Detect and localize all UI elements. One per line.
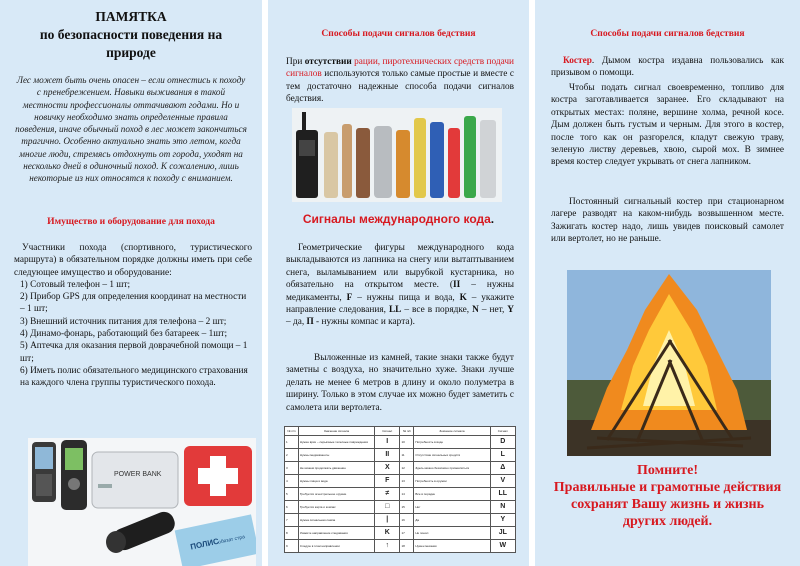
equipment-list	[14, 242, 252, 390]
flares-photo	[292, 108, 502, 202]
flare-icon	[448, 128, 460, 198]
code-signals-paragraph: Геометрические фигуры международного кода выкладываются из лапника на снегу или вытаптыванием снега, выламыванием или вырубкой кустарника, но обязательно на открытом месте. (II – нужны медикаменты, F – нужны пища и вода, K – укажите направление следования, LL – все в порядке, N – нет, Y – да, П - нужны компас и карта).	[286, 243, 514, 328]
table-header: Сигнал	[490, 427, 515, 436]
table-cell: Требуется огнестрельное оружие	[298, 488, 374, 501]
title-line2: по безопасности поведения на природе	[39, 27, 223, 60]
signal-glyph: N	[490, 501, 515, 514]
equipment-photo	[28, 438, 256, 566]
table-cell: Нет	[414, 501, 490, 514]
flare-icon	[414, 118, 426, 198]
table-cell: Не понял	[414, 527, 490, 540]
table-header: Сигнал	[375, 427, 400, 436]
table-cell: Нужна сигнальная лампа	[298, 514, 374, 527]
table-cell: 14	[400, 488, 414, 501]
table-header-row	[285, 427, 516, 436]
signal-glyph: II	[375, 449, 400, 462]
table-row	[285, 514, 516, 527]
equipment-heading: Имущество и оборудование для похода	[47, 216, 215, 227]
signal-glyph: LL	[490, 488, 515, 501]
fire-heading: Способы подачи сигналов бедствия	[590, 28, 745, 39]
bonfire-illustration	[567, 270, 771, 456]
table-cell: 17	[400, 527, 414, 540]
signal-glyph: X	[375, 462, 400, 475]
flare-icon	[356, 128, 370, 198]
table-cell: 11	[400, 449, 414, 462]
table-cell: Следую в этом направлении	[298, 540, 374, 553]
fire-p1-text: . Дымом костра издавна пользовались как призывом о помощи.	[551, 56, 784, 79]
fire-p3: Постоянный сигнальный костер при стационарном лагере разводят на каком-нибудь возвышенном месте. Зажигать костер надо, лишь увидев поисковый самолет или вертолет, но не раньше.	[551, 197, 784, 245]
table-cell: Нужны медикаменты	[298, 449, 374, 462]
code-signals-heading	[278, 212, 519, 226]
list-item: 2) Прибор GPS для определения координат на местности – 1 шт;	[20, 292, 247, 315]
signals-heading: Способы подачи сигналов бедствия	[321, 28, 476, 39]
signal-glyph: ≠	[375, 488, 400, 501]
list-item: 6) Иметь полис обязательного медицинского страхования на каждого члена группы туристического похода.	[20, 365, 248, 389]
table-cell: Да	[414, 514, 490, 527]
equipment-illustration	[28, 438, 256, 566]
fire-p1	[551, 55, 784, 80]
list-item: 4) Динамо-фонарь, работающий без батареек – 1шт;	[20, 329, 228, 340]
bonfire-photo	[567, 270, 771, 456]
stones-paragraph: Выложенные из камней, такие знаки также будут заметны с воздуха, но значительно хуже. Знаки лучше делать не менее 6 метров в длину и около полуметра в ширину. Только в этом случае их можно будет заметить с самолета или вертолета.	[286, 353, 514, 413]
table-cell: 2	[285, 449, 299, 462]
signal-glyph: ↑	[375, 540, 400, 553]
table-cell: 10	[400, 436, 414, 449]
table-cell: 4	[285, 475, 299, 488]
signal-glyph: |	[375, 514, 400, 527]
code-signals-dot: .	[490, 212, 495, 226]
table-row	[285, 436, 516, 449]
p1-post: используются только самые простые и вместе с тем достаточно надежные способа подачи сигналов бедствия.	[286, 69, 514, 105]
table-cell: Здесь можно безопасно приземлиться	[414, 462, 490, 475]
table-row	[285, 462, 516, 475]
signal-glyph: Y	[490, 514, 515, 527]
table-row	[285, 501, 516, 514]
p1-pre: При	[286, 57, 305, 67]
power-bank-icon	[92, 452, 178, 508]
intro-paragraph: Лес может быть очень опасен – если отнестись к походу с пренебрежением. Навыки выживания в такой местности профессионалы оттачивают годами. Но и новичку необходимо знать определенные правила поведения, иначе обычный поход в лес может закончиться трагично. Особенно актуально знать это летом, когда многие люди, стремясь отдохнуть от города, уходят на несколько дней в одиночный поход. К сожалению, лишь некоторые из них относятся к походу с вниманием.	[15, 75, 247, 184]
table-cell: Потребность в воде	[414, 436, 490, 449]
table-row	[285, 527, 516, 540]
equipment-lead: Участники похода (спортивного, туристического маршрута) в обязательном порядке должны иметь при себе следующее имущество и оборудование:	[14, 243, 252, 278]
flare-icon	[342, 124, 352, 198]
panel-left	[0, 0, 262, 566]
signals-intro	[286, 56, 514, 106]
signal-glyph: K	[375, 527, 400, 540]
table-header: Значение сигнала	[298, 427, 374, 436]
panel-middle	[268, 0, 529, 566]
signal-glyph: W	[490, 540, 515, 553]
table-cell: 6	[285, 501, 299, 514]
table-cell: 9	[285, 540, 299, 553]
table-cell: 5	[285, 488, 299, 501]
reminder-block	[549, 462, 786, 530]
flare-icon	[374, 126, 392, 198]
table-cell: 7	[285, 514, 299, 527]
table-header: № п/п	[285, 427, 299, 436]
table-cell: Требуется карта и компас	[298, 501, 374, 514]
table-cell: 8	[285, 527, 299, 540]
fire-p2: Чтобы подать сигнал своевременно, топливо для костра заготавливается заранее. Его складывают на открытых местах: поляне, вершине холма, речной косе. Дым должен быть густым и черным. Для этого в костер, после того как он разгорелся, кладут свежую траву, зеленую листву деревьев, хвою, сырой мох. В зимнее время костер следует укрывать от снега лапником.	[551, 83, 784, 168]
table-cell: 3	[285, 462, 299, 475]
polis-label-small: обязат стра	[217, 534, 246, 546]
polis-label: ПОЛИС	[189, 536, 220, 552]
table-cell: Нужен врач – серьёзные телесные повреждения	[298, 436, 374, 449]
panel-right	[535, 0, 800, 566]
signal-glyph: Δ	[490, 462, 515, 475]
list-item: 1) Сотовый телефон – 1 шт;	[20, 279, 131, 290]
code-signals-title: Сигналы международного кода	[302, 212, 491, 226]
table-cell: 1	[285, 436, 299, 449]
signal-glyph: JL	[490, 527, 515, 540]
flare-icon	[480, 120, 496, 198]
table-row	[285, 488, 516, 501]
table-row	[285, 449, 516, 462]
flare-icon	[430, 122, 444, 198]
power-bank-label: POWER BANK	[114, 471, 162, 478]
table-cell: Все в порядке	[414, 488, 490, 501]
flare-icon	[464, 116, 476, 198]
signal-glyph: D	[490, 436, 515, 449]
table-row	[285, 540, 516, 553]
table-cell: Не можем продолжать движение	[298, 462, 374, 475]
table-header: № п/п	[400, 427, 414, 436]
table-cell: Потребность в оружии	[414, 475, 490, 488]
table-cell: Нужны пища и вода	[298, 475, 374, 488]
signal-glyph: I	[375, 436, 400, 449]
signal-glyph: L	[490, 449, 515, 462]
table-cell: 18	[400, 540, 414, 553]
signal-glyph: V	[490, 475, 515, 488]
flare-icon	[396, 130, 410, 198]
reminder-text: Правильные и грамотные действия сохранят Вашу жизнь и жизнь других людей.	[553, 480, 782, 529]
table-cell: Нужен механик	[414, 540, 490, 553]
flares-illustration	[292, 108, 502, 202]
table-header: Значение сигнала	[414, 427, 490, 436]
title-line1: ПАМЯТКА	[95, 9, 167, 24]
table-row	[285, 475, 516, 488]
list-item: 5) Аптечка для оказания первой доврачебной помощи – 1 шт;	[20, 341, 248, 364]
table-cell: 16	[400, 514, 414, 527]
table-cell: Отсутствие сигнальных средств	[414, 449, 490, 462]
fire-keyword: Костер	[563, 56, 592, 66]
list-item: 3) Внешний источник питания для телефона – 2 шт;	[20, 316, 227, 327]
p1-bold: отсутствии	[304, 57, 352, 67]
table-cell: Укажите направление следования	[298, 527, 374, 540]
reminder-title: Помните!	[636, 463, 699, 478]
flare-icon	[324, 132, 338, 198]
table-cell: 13	[400, 475, 414, 488]
p1-red: рации, пиротехнических средств подачи сигналов	[286, 57, 514, 80]
table-cell: 15	[400, 501, 414, 514]
table-cell: 12	[400, 462, 414, 475]
signals-table	[284, 426, 516, 553]
memo-title	[20, 8, 242, 62]
signal-glyph: F	[375, 475, 400, 488]
signal-glyph: □	[375, 501, 400, 514]
